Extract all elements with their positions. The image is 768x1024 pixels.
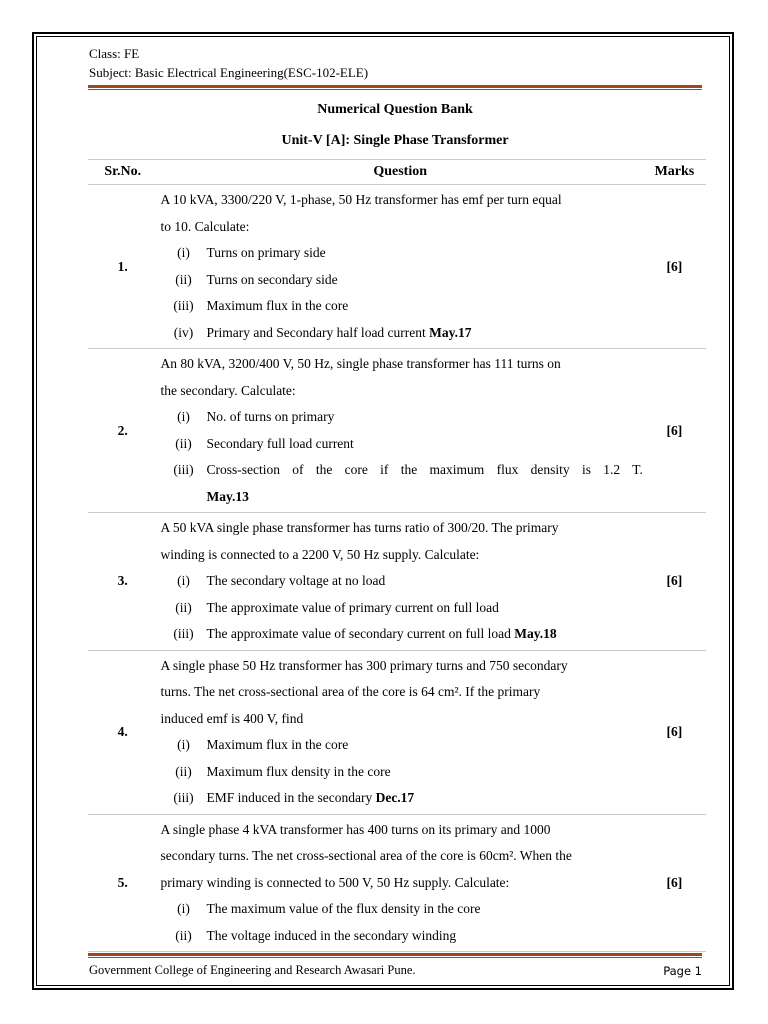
sub-question	[160, 320, 642, 347]
sub-question-text: Maximum flux density in the core	[206, 763, 391, 779]
sub-question-number: (iii)	[173, 626, 194, 641]
question-line: secondary turns. The net cross-sectional area of the core is 60cm². When the	[160, 848, 572, 863]
sub-question-text	[206, 621, 642, 648]
sub-question	[160, 240, 642, 267]
sub-question	[160, 404, 642, 431]
sub-question	[160, 732, 642, 759]
subject-line: Subject: Basic Electrical Engineering(ESC-102-ELE)	[89, 65, 369, 80]
sub-question-text: The maximum value of the flux density in the core	[206, 901, 481, 916]
header-rule-thin	[88, 89, 702, 90]
sub-question-number: (ii)	[175, 599, 192, 615]
sub-question-number: (iii)	[173, 462, 194, 477]
row-number: 3.	[88, 513, 157, 651]
question-cell	[157, 513, 642, 651]
question-line: winding is connected to a 2200 V, 50 Hz supply. Calculate:	[160, 546, 480, 562]
document-title: Numerical Question Bank	[317, 102, 473, 117]
sub-question-number: (ii)	[175, 435, 192, 451]
question-line: to 10. Calculate:	[160, 218, 250, 234]
footer-institution: Government College of Engineering and Research Awasari Pune.	[89, 963, 416, 977]
row-number: 4.	[88, 650, 157, 814]
question-line: induced emf is 400 V, find	[160, 710, 304, 726]
sub-question-text	[206, 785, 642, 812]
sub-question-text: The approximate value of primary current on full load	[206, 599, 499, 615]
sub-question-number: (i)	[177, 737, 190, 752]
sub-question	[160, 923, 642, 950]
sub-question	[160, 431, 642, 458]
sub-question-number: (i)	[177, 901, 190, 916]
page-number: Page 1	[663, 964, 702, 978]
table-row	[88, 814, 706, 952]
sub-question	[160, 595, 642, 622]
marks-cell: [6]	[643, 185, 706, 349]
exam-tag: May.17	[429, 324, 472, 340]
sub-question	[160, 621, 642, 648]
sub-question-text: No. of turns on primary	[206, 409, 335, 424]
question-line: A 50 kVA single phase transformer has turns ratio of 300/20. The primary	[160, 520, 559, 535]
sub-question-text: The voltage induced in the secondary winding	[206, 927, 457, 943]
sub-question-text: The secondary voltage at no load	[206, 573, 386, 588]
header-rule	[88, 85, 702, 88]
sub-question-text: Turns on primary side	[206, 245, 326, 260]
footer-rule	[88, 953, 702, 956]
sub-question	[160, 896, 642, 923]
sub-question-text: Cross-section of the core if the maximum flux density is 1.2 T.	[206, 462, 643, 477]
question-table	[88, 159, 706, 952]
unit-title: Unit-V [A]: Single Phase Transformer	[281, 133, 509, 148]
header-srno: Sr.No.	[88, 160, 157, 185]
question-cell	[157, 814, 642, 952]
row-number: 2.	[88, 349, 157, 513]
sub-question	[160, 457, 642, 484]
sub-question-text: Secondary full load current	[206, 435, 354, 451]
exam-tag: May.13	[206, 488, 249, 504]
sub-question-number: (ii)	[175, 927, 192, 943]
row-number: 5.	[88, 814, 157, 952]
header-question: Question	[157, 160, 642, 185]
question-line: A 10 kVA, 3300/220 V, 1-phase, 50 Hz transformer has emf per turn equal	[160, 192, 562, 207]
sub-question-number: (ii)	[175, 271, 192, 287]
sub-question	[160, 759, 642, 786]
table-row	[88, 650, 706, 814]
sub-question-number: (i)	[177, 409, 190, 424]
question-cell	[157, 650, 642, 814]
table-row	[88, 513, 706, 651]
sub-question-number: (i)	[177, 245, 190, 260]
table-header-row	[88, 160, 706, 185]
sub-question-body: Primary and Secondary half load current	[206, 324, 426, 340]
marks-cell: [6]	[643, 814, 706, 952]
exam-tag: May.18	[514, 626, 557, 641]
sub-question-text: Maximum flux in the core	[206, 298, 349, 313]
sub-question	[160, 267, 642, 294]
sub-question	[160, 293, 642, 320]
question-cell	[157, 349, 642, 513]
class-line: Class: FE	[89, 46, 140, 61]
exam-tag: Dec.17	[375, 790, 415, 805]
sub-question-body: EMF induced in the secondary	[206, 790, 373, 805]
sub-question-number: (iii)	[173, 790, 194, 805]
question-line: turns. The net cross-sectional area of the core is 64 cm². If the primary	[160, 684, 541, 699]
question-line: A single phase 50 Hz transformer has 300 primary turns and 750 secondary	[160, 657, 568, 673]
sub-question-text	[206, 320, 642, 347]
row-number: 1.	[88, 185, 157, 349]
sub-question	[160, 568, 642, 595]
question-cell	[157, 185, 642, 349]
sub-question-number: (ii)	[175, 763, 192, 779]
question-line: A single phase 4 kVA transformer has 400 turns on its primary and 1000	[160, 821, 551, 837]
sub-question-text: Turns on secondary side	[206, 271, 338, 287]
header-marks: Marks	[643, 160, 706, 185]
sub-question	[160, 785, 642, 812]
sub-question-text: Maximum flux in the core	[206, 737, 349, 752]
sub-question-number: (iii)	[173, 298, 194, 313]
table-row	[88, 349, 706, 513]
question-line: the secondary. Calculate:	[160, 382, 296, 398]
sub-question-number: (iv)	[173, 324, 194, 340]
table-row	[88, 185, 706, 349]
question-line: An 80 kVA, 3200/400 V, 50 Hz, single phase transformer has 111 turns on	[160, 356, 561, 371]
marks-cell: [6]	[643, 650, 706, 814]
question-line: primary winding is connected to 500 V, 50 Hz supply. Calculate:	[160, 874, 510, 890]
footer-rule-thin	[88, 957, 702, 958]
marks-cell: [6]	[643, 513, 706, 651]
sub-question-body: The approximate value of secondary current on full load	[206, 626, 511, 641]
marks-cell: [6]	[643, 349, 706, 513]
sub-question-number: (i)	[177, 573, 190, 588]
